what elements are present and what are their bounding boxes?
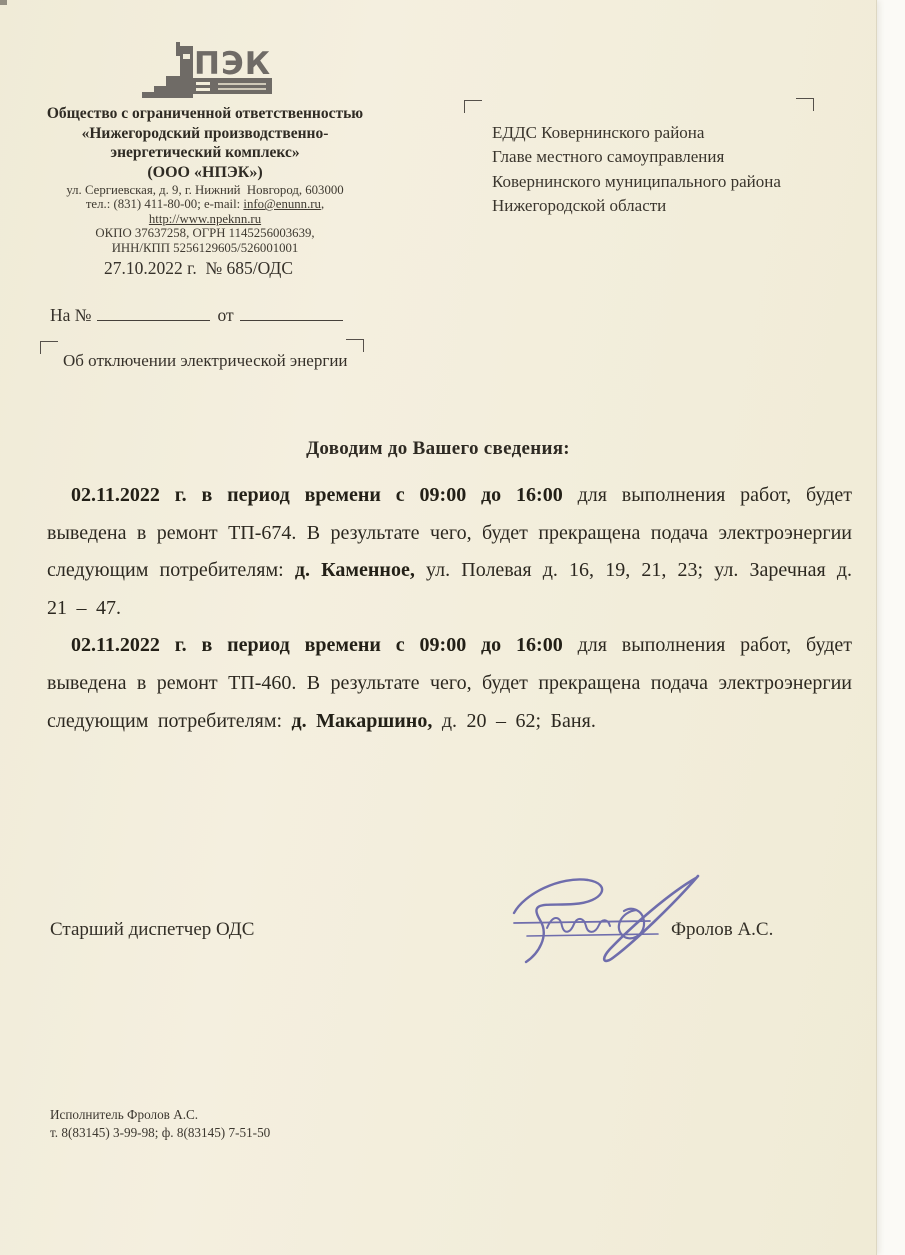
org-line: «Нижегородский производственно- [81,124,329,142]
reply-reference-line [50,303,343,326]
signature-stroke [514,879,602,962]
addressee-corner-mark [464,100,482,113]
logo-tower [180,46,193,98]
subject-corner-mark [40,341,58,354]
addressee-block [492,121,781,219]
body-paragraph [47,627,852,740]
company-logo [136,42,276,102]
paragraph-bold-lead: 02.11.2022 г. в период времени с 09:00 до 16:00 [71,484,563,506]
logo-letters: ПЭК [194,46,272,82]
paragraph-bold-settlement: д. Макаршино, [291,709,433,732]
na-label: На № [50,305,92,325]
addressee-line: Главе местного самоуправления [492,147,725,167]
salutation-heading: Доводим до Вашего сведения: [306,438,570,459]
letterhead-org-block [38,104,372,255]
signature-stroke [514,921,650,923]
org-line: Общество с ограниченной ответственностью [46,105,364,122]
logo-bar-text-line [218,88,266,90]
logo-building-step [154,86,167,98]
ot-label: от [217,305,234,325]
executor-name: Исполнитель Фролов А.С. [50,1107,199,1122]
executor-block [50,1106,270,1141]
executor-phones: т. 8(83145) 3-99-98; ф. 8(83145) 7-51-50 [50,1124,271,1140]
subject-line: Об отключении электрической энергии [63,351,348,370]
signer-name: Фролов А.С. [671,919,774,940]
logo-bar-text-line [218,83,266,85]
email-comma: , [320,197,325,212]
paragraph-text: для выполнения работ, будет выведена в ремонт ТП-460. В результате чего, будет прекращена подача электроэнергии следующим потребителям: [47,634,852,732]
paragraph-text: для выполнения работ, будет выведена в ремонт ТП-674. В результате чего, будет прекращена подача электроэнергии следующим потребителям: [47,484,852,582]
logo-window [196,82,210,85]
reference-number-blank [97,303,210,321]
logo-window [196,88,210,91]
scan-artifact [0,0,7,5]
phone-label: тел.: (831) 411-80-00; e-mail: [85,197,244,212]
org-address: ул. Сергиевская, д. 9, г. Нижний Новгород, 603000 [66,182,344,197]
org-okpo-ogrn: ОКПО 37637258, ОГРН 1145256003639, [95,226,315,241]
logo-building-step [166,76,181,98]
org-line: энергетический комплекс» [110,144,300,161]
website-link: http://www.npeknn.ru [148,211,262,226]
paragraph-bold-lead: 02.11.2022 г. в период времени с 09:00 до 16:00 [71,634,563,657]
logo-building-step [142,92,155,98]
signature-stroke [547,918,610,932]
addressee-corner-mark [796,98,814,111]
addressee-line: Нижегородской области [492,196,667,216]
reference-date-blank [240,303,343,321]
logo-chimney [176,42,180,56]
subject-corner-mark [346,339,364,352]
paragraph-bold-settlement: д. Каменное, [294,559,415,582]
body-paragraph [47,477,852,627]
org-phone-email [38,197,372,212]
addressee-line: ЕДДС Ковернинского района [492,123,705,142]
signer-title: Старший диспетчер ОДС [50,919,255,940]
addressee-line: Ковернинского муниципального района [492,171,781,191]
paragraph-text: д. 20 – 62; Баня. [432,709,596,732]
paragraph-text: ул. Полевая д. 16, 19, 21, 23; ул. Заречная д. 21 – 47. [47,559,852,619]
letter-body [47,477,852,740]
org-inn-kpp: ИНН/КПП 5256129605/526001001 [111,240,299,255]
email-link: info@enunn.ru [243,197,321,212]
letter-date-number: 27.10.2022 г. № 685/ОДС [104,258,294,278]
org-short-name: (ООО «НПЭК») [147,163,263,181]
logo-window [183,54,190,59]
